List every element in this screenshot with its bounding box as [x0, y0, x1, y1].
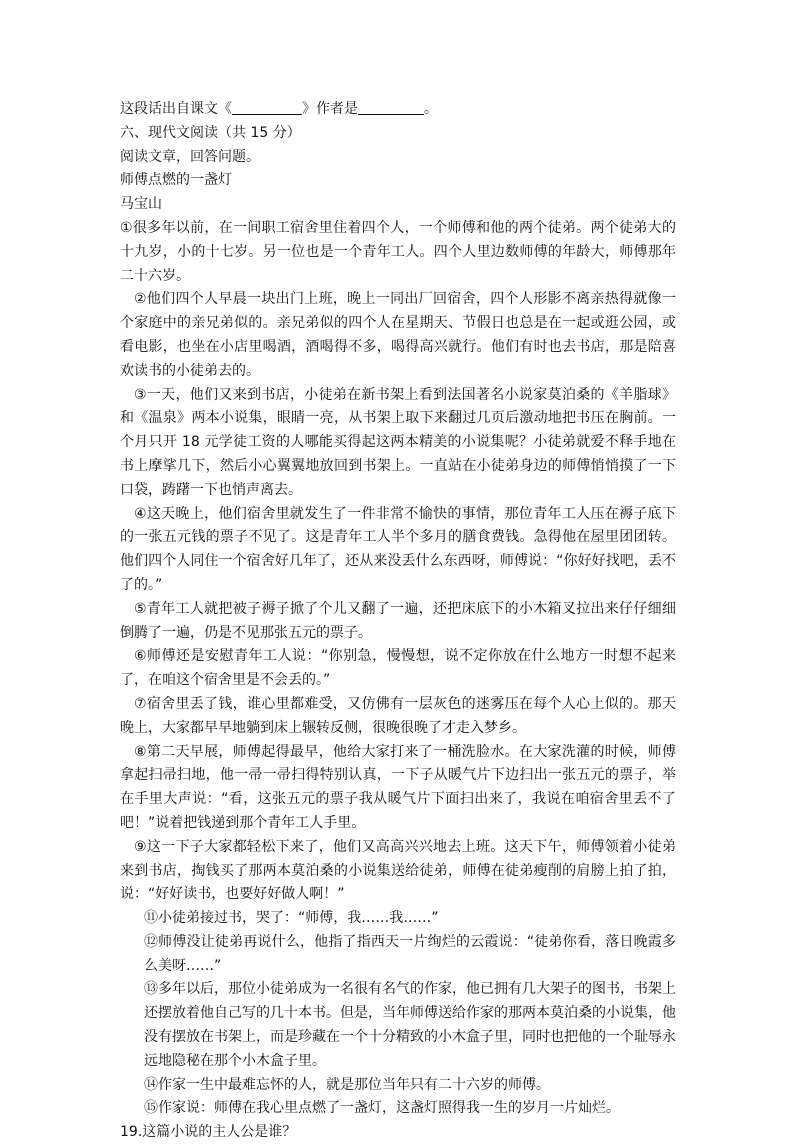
paragraph-11: ⑪小徒弟接过书，哭了：“师傅，我……我……”: [144, 910, 439, 927]
article-title: 师傅点燃的一盏灯: [120, 172, 232, 189]
paragraph-9: ⑨这一下子大家都轻松下来了，他们又高高兴兴地去上班。这天下午，师傅领着小徒弟来到书店，掏钱买了那两本莫泊桑的小说集送给徒弟，师傅在徒弟瘦削的肩膀上拍了拍，说：“好好读书，也要好好做人啊！”: [120, 838, 676, 903]
paragraph-7: ⑦宿舍里丢了钱，谁心里都难受，又仿佛有一层灰色的迷雾压在每个人心上似的。那天晚上，大家都早早地躺到床上辗转反侧，很晚很晚了才走入梦乡。: [120, 695, 676, 736]
source-question: 这段话出自课文《 》作者是 。: [120, 98, 676, 122]
paragraph-15: ⑮作家说：师傅在我心里点燃了一盏灯，这盏灯照得我一生的岁月一片灿烂。: [144, 1100, 620, 1117]
paragraph-5: ⑤青年工人就把被子褥子掀了个儿又翻了一遍，还把床底下的小木箱叉拉出来仔仔细细倒腾了一遍，仍是不见那张五元的票子。: [120, 600, 676, 641]
blank-lesson-title[interactable]: [232, 98, 302, 115]
paragraph-13: ⑬多年以后，那位小徒弟成为一名很有名气的作家，他已拥有几大架子的图书，书架上还摆放着他自己写的几十本书。但是，当年师傅送给作家的那两本莫泊桑的小说集，他没有摆放在书架上，而是珍藏在一个十分精致的小木盒子里，同时也把他的一个耻辱永远地隐秘在那个小木盒子里。: [144, 981, 676, 1069]
paragraph-8: ⑧第二天早展，师傅起得最早，他给大家打来了一桶洗脸水。在大家洗灌的时候，师傅拿起扫帚扫地，他一帚一帚扫得特别认真，一下子从暖气片下边扫出一张五元的票子，举在手里大声说：“看，这张五元的票子我从暖气片下面扫出来了，我说在咱宿舍里丢不了吧！”说着把钱递到那个青年工人手里。: [120, 743, 676, 831]
paragraph-3: ③一天，他们又来到书店，小徒弟在新书架上看到法国著名小说家莫泊桑的《羊脂球》和《温泉》两本小说集，眼睛一亮，从书架上取下来翻过几页后激动地把书压在胸前。一个月只开 18 元学徒工资的人哪能买得起这两本精美的小说集呢？小徒弟就爱不释手地在书上摩挲几下，然后小心翼翼地放回到书架上。一直站在小徒弟身边的师傅悄悄摸了一下口袋，踌躇一下也悄声离去。: [120, 386, 676, 498]
instruction: 阅读文章，回答问题。: [120, 148, 260, 165]
paragraph-4: ④这天晚上，他们宿舍里就发生了一件非常不愉快的事情，那位青年工人压在褥子底下的一张五元钱的票子不见了。这是青年工人半个多月的膳食费钱。急得他在屋里团团转。他们四个人同住一个宿舍好几年了，还从来没丢什么东西呀，师傅说：“你好好找吧，丢不了的。”: [120, 505, 676, 593]
paragraph-14: ⑭作家一生中最难忘怀的人，就是那位当年只有二十六岁的师傅。: [144, 1076, 550, 1093]
paragraph-2: ②他们四个人早晨一块出门上班，晚上一同出厂回宿舍，四个人形影不离亲热得就像一个家庭中的亲兄弟似的。亲兄弟似的四个人在星期天、节假日也总是在一起或逛公园，或看电影，也坐在小店里喝酒，酒喝得不多，喝得高兴就行。他们有时也去书店，那是陪喜欢读书的小徒弟去的。: [120, 291, 676, 379]
blank-author[interactable]: [358, 98, 424, 115]
paragraph-6: ⑥师傅还是安慰青年工人说：“你别急，慢慢想，说不定你放在什么地方一时想不起来了，在咱这个宿舍里是不会丢的。”: [120, 648, 676, 689]
article-author: 马宝山: [120, 196, 162, 213]
paragraph-1: ①很多年以前，在一间职工宿舍里住着四个人，一个师傅和他的两个徒弟。两个徒弟大的十九岁，小的十七岁。另一位也是一个青年工人。四个人里边数师傅的年龄大，师傅那年二十六岁。: [120, 219, 676, 284]
paragraph-12: ⑫师傅没让徒弟再说什么，他指了指西天一片绚烂的云霞说：“徒弟你看，落日晚霞多么美呀……”: [144, 933, 676, 974]
section-title: 六、现代文阅读（共 15 分）: [120, 124, 301, 141]
document-page: [120, 98, 676, 1145]
question-19: 19.这篇小说的主人公是谁？: [120, 1124, 297, 1141]
